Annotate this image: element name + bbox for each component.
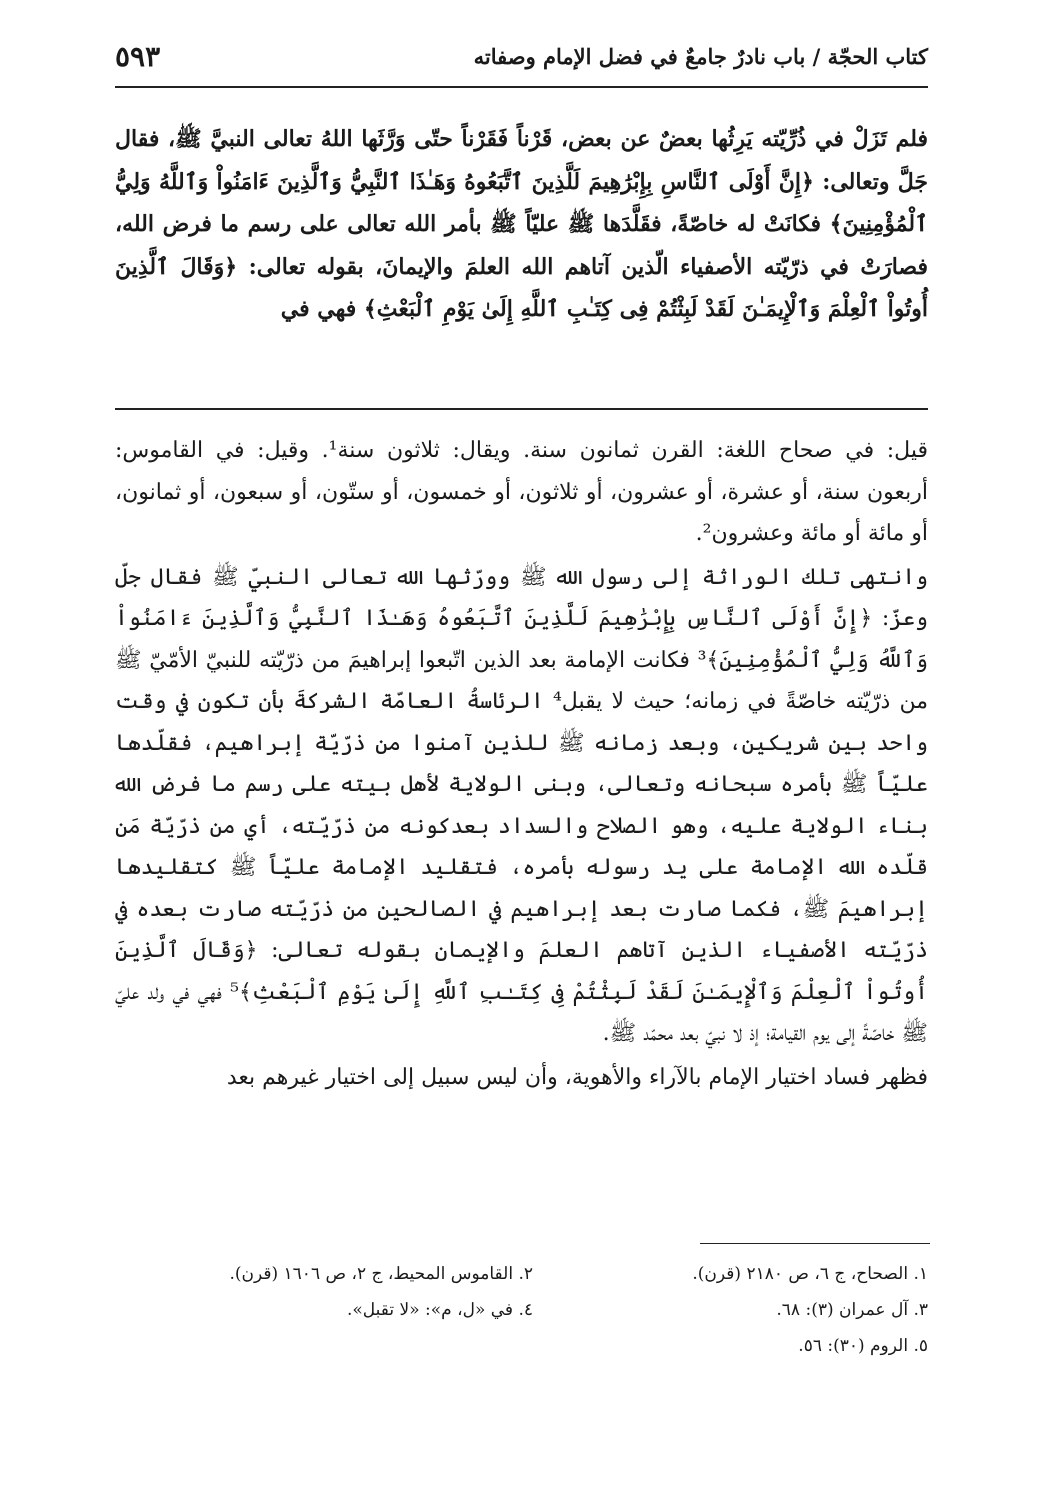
commentary-block [115,430,928,1098]
text-separator [115,408,928,410]
footnote-rule [700,1243,930,1244]
hadith-paragraph: فلم تَزَلْ في ذُرِّيّته يَرِثُها بعضٌ عن بعض، قَرْناً فَقَرْناً حتّى وَرَّثَها اللهُ تعالى النبيَّ ﷺ، فقال جَلَّ وتعالى: ﴿إِنَّ أَوْلَى ٱلنَّاسِ بِإِبْرَٰهِيمَ لَلَّذِينَ ٱتَّبَعُوهُ وَهَـٰذَا ٱلنَّبِيُّ وَٱلَّذِينَ ءَامَنُواْ وَٱللَّهُ وَلِيُّ ٱلْمُؤْمِنِينَ﴾ فكانَتْ له خاصّةً، فقَلَّدَها ﷺ عليّاً ﷺ بأمر الله تعالى على رسم ما فرض الله، فصارَتْ في ذرّيّته الأصفياء الّذين آتاهم الله العلمَ والإيمانَ، بقوله تعالى: ﴿وَقَالَ ٱلَّذِينَ أُوتُواْ ٱلْعِلْمَ وَٱلْإِيمَـٰنَ لَقَدْ لَبِثْتُمْ فِى كِتَـٰبِ ٱللَّهِ إِلَىٰ يَوْمِ ٱلْبَعْثِ﴾ فهي في [115,126,928,322]
commentary-paragraph-3: فظهر فساد اختيار الإمام بالآراء والأهوية، وأن ليس سبيل إلى اختيار غيرهم بعد [226,1064,928,1090]
header-rule [115,86,928,88]
commentary-paragraph-2: وانتهى تلك الوراثة إلى رسول الله ﷺ وورّثها الله تعالى النبيّ ﷺ فقال جلّ وعزّ: ﴿إِنَّ أَوْلَى ٱلنَّاسِ بِإِبْرَٰهِيمَ لَلَّذِينَ ٱتَّبَعُوهُ وَهَـٰذَا ٱلنَّبِيُّ وَٱلَّذِينَ ءَامَنُواْ وَٱللَّهُ وَلِيُّ ٱلْمُؤْمِنِينَ﴾³ فكانت الإمامة بعد الذين اتّبعوا إبراهيمَ من ذرّيّته للنبيّ الأمّيّ ﷺ من ذرّيّته خاصّةً في زمانه؛ حيث لا يقبل⁴ الرئاسةُ العامّة الشركةَ بأن تكون في وقت واحد بين شريكين، وبعد زمانه ﷺ للذين آمنوا من ذرّيّة إبراهيم، فقلّدها عليّاً ﷺ بأمره سبحانه وتعالى، وبنى الولاية لأهل بيته على رسم ما فرض الله بناء الولاية عليه، وهو الصلاح والسداد بعدكونه من ذرّيّته، أي من ذرّيّة مَن قلّده الله الإمامة على يد رسوله بأمره، فتقليد الإمامة عليّاً ﷺ كتقليدها إبراهيمَ ﷺ، فكما صارت بعد إبراهيم في الصالحين من ذرّيّته صارت بعده في ذرّيّته الأصفياء الذين آتاهم العلمَ والإيمان بقوله تعالى: ﴿وَقَالَ ٱلَّذِينَ أُوتُواْ ٱلْعِلْمَ وَٱلْإِيمَـٰنَ لَقَدْ لَبِثْتُمْ فِى كِتَـٰبِ ٱللَّهِ إِلَىٰ يَوْمِ ٱلْبَعْثِ﴾⁵ فهي في ولد عليّ ﷺ خاصّةً إلى يوم القيامة؛ إذ لا نبيّ بعد محمّد ﷺ. [115,564,928,1046]
running-title: كتاب الحجّة / باب نادرٌ جامعٌ في فضل الإمام وصفاته [473,44,928,69]
commentary-paragraph-1: قيل: في صحاح اللغة: القرن ثمانون سنة. ويقال: ثلاثون سنة¹. وقيل: في القاموس: أربعون سنة، أو عشرة، أو عشرون، أو ثلاثون، أو خمسون، أو ستّون، أو سبعون، أو ثمانون، أو مائة أو مائة وعشرون². [115,438,928,546]
footnotes [150,1262,928,1402]
footnote-3: ٣. آل عمران (٣): ٦٨. [776,1300,928,1320]
footnote-5: ٥. الروم (٣٠): ٥٦. [798,1336,928,1356]
footnote-4: ٤. في «ل، م»: «لا تقبل». [347,1300,533,1320]
hadith-text-block [115,118,928,331]
footnote-2: ٢. القاموس المحيط، ج ٢، ص ١٦٠٦ (قرن). [229,1264,533,1284]
page-header [115,40,928,84]
page-number: ٥٩٣ [115,40,161,73]
footnote-1: ١. الصحاح، ج ٦، ص ٢١٨٠ (قرن). [692,1264,928,1284]
